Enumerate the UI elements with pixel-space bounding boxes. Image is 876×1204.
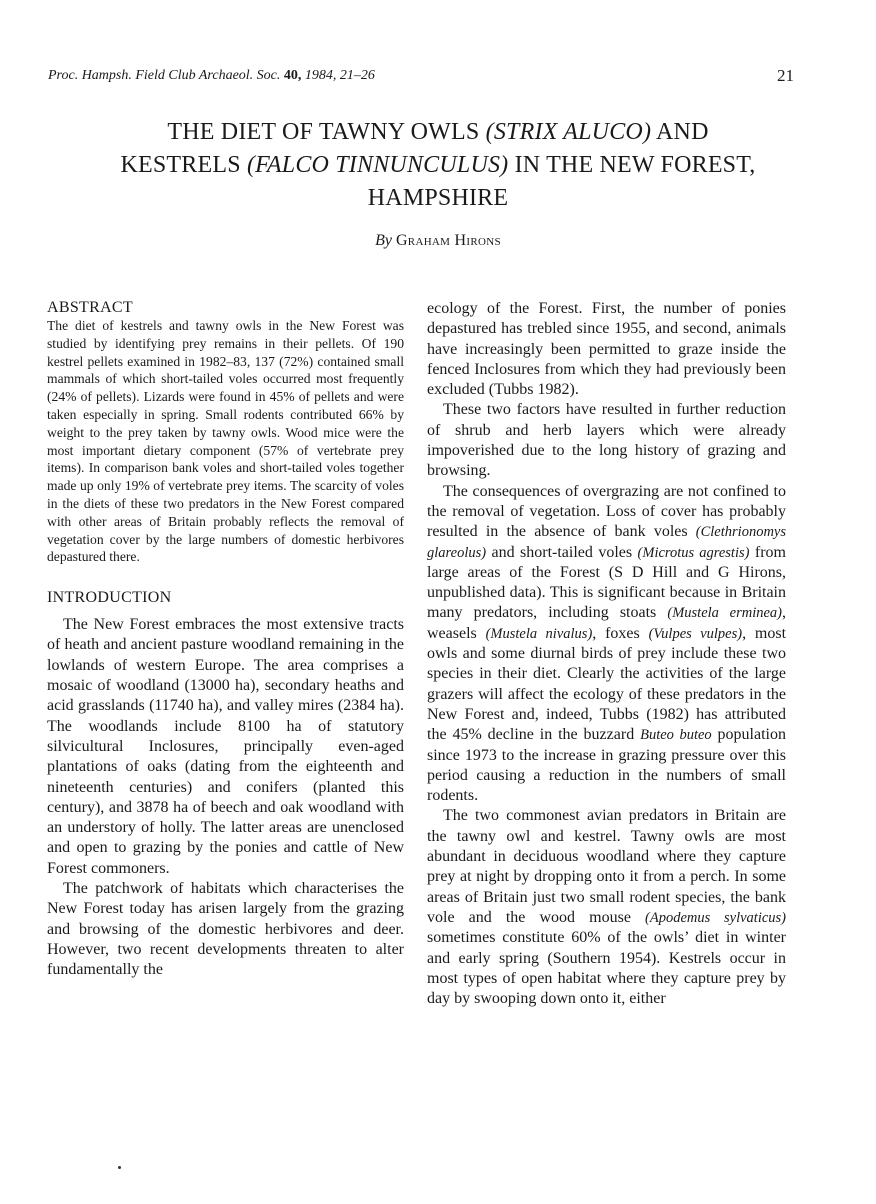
title-text: THE DIET OF TAWNY OWLS [167,119,486,145]
right-paragraph-4 [427,806,786,1009]
text-run: The consequences of overgrazing are not confined to the removal of vegetation. Loss of cover has probably resulted in the absence of bank voles [427,482,786,541]
species-name: (Microtus agrestis) [637,544,750,561]
left-column [47,299,404,981]
intro-paragraph-2: The patchwork of habitats which characterises the New Forest today has arisen largely from the grazing and browsing of the domestic herbivores and deer. However, two recent developments threaten to alter fundamentally the [47,880,404,979]
byline-by: By [375,232,392,249]
text-run: from large areas of the Forest (S D Hill and G Hirons, unpublished data). This is significant because in Britain many predators, including stoats [427,543,786,622]
text-run: , most owls and some diurnal birds of prey include these two species in their diet. Clearly the activities of the large grazers will affect the ecology of these predators in the New Forest and, indeed, Tubbs (1982) has attributed the 45% decline in the buzzard [427,624,787,744]
species-name: (Apodemus sylvaticus) [645,909,786,926]
right-column [427,299,786,1009]
journal-citation [48,68,375,84]
species-name: (Vulpes vulpes) [648,625,743,642]
text-run: population since 1973 to the increase in grazing pressure over this period causing a reduction in the numbers of small rodents. [427,726,786,805]
scan-speck [118,1166,121,1169]
abstract-heading: ABSTRACT [47,299,133,316]
intro-paragraph-1: The New Forest embraces the most extensive tracts of heath and ancient pasture woodland remaining in the lowlands of western Europe. The area comprises a mosaic of woodland (13000 ha), secondary heaths and acid grasslands (11740 ha), and valley mires (2384 ha). The woodlands include 8100 ha of statutory silvicultural Inclosures, principally even-aged plantations of oaks (dating from the eighteenth and nineteenth centuries) and conifers (planted this century), and 3878 ha of beech and oak woodland with an understory of holly. The latter areas are unenclosed and open to grazing by the ponies and cattle of New Forest commoners. [47,616,404,877]
journal-volume: 40, [283,68,302,83]
text-run: , weasels [427,604,786,642]
article-title [60,116,816,215]
species-name: Buteo buteo [640,727,712,744]
right-paragraph-3 [427,482,786,807]
title-text: IN THE NEW FOREST, [508,152,756,178]
title-species: (STRIX ALUCO) [485,119,652,145]
author-name: Graham Hirons [395,232,501,249]
title-text: AND [651,119,709,145]
title-line-2 [60,149,816,182]
abstract-text: The diet of kestrels and tawny owls in the New Forest was studied by identifying prey remains in their pellets. Of 190 kestrel pellets examined in 1982–83, 137 (72%) contained small mammals of which short-tailed voles occurred most frequently (24% of pellets). Lizards were found in 45% of pellets and were taken especially in spring. Small rodents contributed 66% by weight to the prey taken by tawny owls. Wood mice were the most important dietary component (57% of vertebrate prey items). In comparison bank voles and short-tailed voles together made up only 19% of vertebrate prey items. The scarcity of voles in the diets of these two predators in the New Forest compared with other areas of Britain probably reflects the removal of vegetation cover by the large numbers of domestic herbivores depastured there. [47,318,404,565]
journal-year-pages: 1984, 21–26 [304,68,375,83]
text-run: sometimes constitute 60% of the owls’ diet in winter and early spring (Southern 1954). Kestrels occur in most types of open habitat where they capture prey by day by swooping down onto it, either [427,929,786,1008]
journal-name: Proc. Hampsh. Field Club Archaeol. Soc. [48,68,281,83]
title-line-3: HAMPSHIRE [367,185,509,211]
title-line-1 [60,116,816,149]
title-species: (FALCO TINNUNCULUS) [246,152,509,178]
text-run: The two commonest avian predators in Britain are the tawny owl and kestrel. Tawny owls are most abundant in deciduous woodland where they capture prey at night by dropping onto it from a perch. In some areas of Britain just two small rodent species, the bank vole and the wood mouse [427,807,786,926]
page-number: 21 [777,66,794,85]
right-paragraph-2: These two factors have resulted in further reduction of shrub and herb layers which were already impoverished due to the long history of grazing and browsing. [427,401,786,480]
byline [0,232,876,250]
running-header [48,68,794,88]
species-name: (Mustela erminea) [667,605,782,622]
text-run: and short-tailed voles [486,543,638,561]
title-text: KESTRELS [120,152,247,178]
species-name: (Clethrionomys glareolus) [427,524,786,561]
species-name: (Mustela nivalus) [485,625,593,642]
right-paragraph-1: ecology of the Forest. First, the number of ponies depastured has trebled since 1955, and second, animals have increasingly been permitted to graze inside the fenced Inclosures from which they had previously been excluded (Tubbs 1982). [427,300,786,399]
introduction-heading: INTRODUCTION [47,589,172,607]
text-run: , foxes [592,624,649,642]
